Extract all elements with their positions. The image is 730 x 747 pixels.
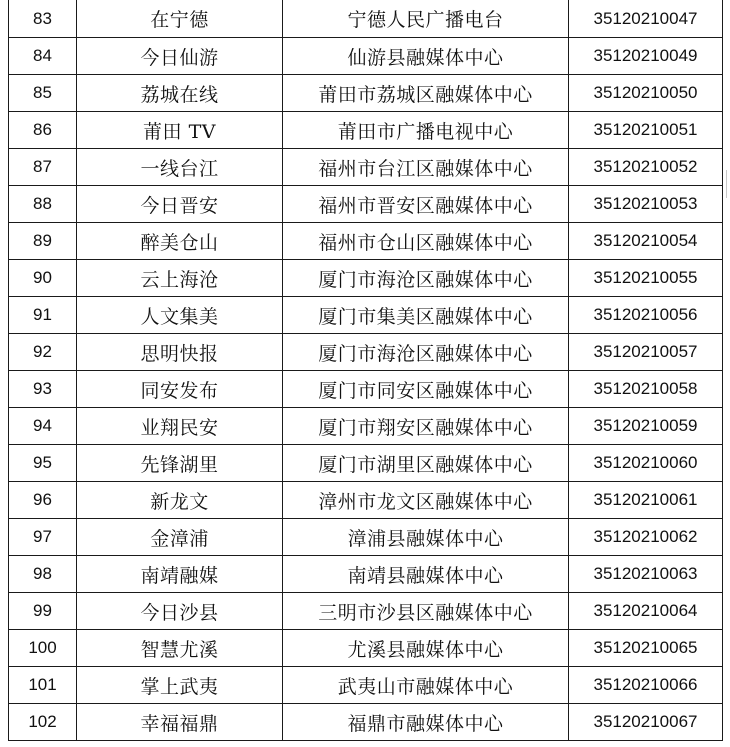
- app-name: 掌上武夷: [77, 667, 283, 704]
- registration-code: 35120210052: [569, 149, 723, 186]
- organization-name: 三明市沙县区融媒体中心: [283, 593, 569, 630]
- app-name: 云上海沧: [77, 260, 283, 297]
- app-name: 智慧尤溪: [77, 630, 283, 667]
- row-number: 87: [9, 149, 77, 186]
- app-name: 同安发布: [77, 371, 283, 408]
- table-row: [9, 112, 723, 149]
- table-row: [9, 519, 723, 556]
- organization-name: 仙游县融媒体中心: [283, 38, 569, 75]
- organization-name: 厦门市翔安区融媒体中心: [283, 408, 569, 445]
- registration-code: 35120210058: [569, 371, 723, 408]
- row-number: 92: [9, 334, 77, 371]
- row-number: 91: [9, 297, 77, 334]
- registration-code: 35120210047: [569, 0, 723, 38]
- registration-code: 35120210060: [569, 445, 723, 482]
- table-row: [9, 556, 723, 593]
- organization-name: 厦门市海沧区融媒体中心: [283, 334, 569, 371]
- organization-name: 厦门市海沧区融媒体中心: [283, 260, 569, 297]
- organization-name: 厦门市集美区融媒体中心: [283, 297, 569, 334]
- app-name: 今日沙县: [77, 593, 283, 630]
- row-number: 93: [9, 371, 77, 408]
- row-number: 100: [9, 630, 77, 667]
- row-number: 101: [9, 667, 77, 704]
- table-row: [9, 149, 723, 186]
- row-number: 85: [9, 75, 77, 112]
- table-row: [9, 482, 723, 519]
- table-row: [9, 704, 723, 741]
- media-registry-table-container: [8, 0, 722, 741]
- organization-name: 宁德人民广播电台: [283, 0, 569, 38]
- table-row: [9, 186, 723, 223]
- app-name: 思明快报: [77, 334, 283, 371]
- table-row: [9, 334, 723, 371]
- table-row: [9, 371, 723, 408]
- organization-name: 武夷山市融媒体中心: [283, 667, 569, 704]
- registration-code: 35120210065: [569, 630, 723, 667]
- registration-code: 35120210057: [569, 334, 723, 371]
- page-edge-mark: [726, 170, 730, 198]
- registration-code: 35120210053: [569, 186, 723, 223]
- organization-name: 福州市仓山区融媒体中心: [283, 223, 569, 260]
- app-name: 幸福福鼎: [77, 704, 283, 741]
- row-number: 98: [9, 556, 77, 593]
- organization-name: 福州市晋安区融媒体中心: [283, 186, 569, 223]
- row-number: 99: [9, 593, 77, 630]
- organization-name: 厦门市同安区融媒体中心: [283, 371, 569, 408]
- table-row: [9, 223, 723, 260]
- row-number: 83: [9, 0, 77, 38]
- app-name: 先锋湖里: [77, 445, 283, 482]
- table-row: [9, 297, 723, 334]
- row-number: 84: [9, 38, 77, 75]
- organization-name: 尤溪县融媒体中心: [283, 630, 569, 667]
- app-name: 新龙文: [77, 482, 283, 519]
- registration-code: 35120210061: [569, 482, 723, 519]
- app-name: 今日晋安: [77, 186, 283, 223]
- registration-code: 35120210067: [569, 704, 723, 741]
- table-row: [9, 75, 723, 112]
- table-row: [9, 408, 723, 445]
- table-row: [9, 0, 723, 38]
- table-row: [9, 630, 723, 667]
- row-number: 96: [9, 482, 77, 519]
- row-number: 89: [9, 223, 77, 260]
- row-number: 94: [9, 408, 77, 445]
- table-row: [9, 667, 723, 704]
- row-number: 90: [9, 260, 77, 297]
- table-row: [9, 38, 723, 75]
- row-number: 86: [9, 112, 77, 149]
- registration-code: 35120210051: [569, 112, 723, 149]
- row-number: 95: [9, 445, 77, 482]
- organization-name: 漳浦县融媒体中心: [283, 519, 569, 556]
- app-name: 莆田 TV: [77, 112, 283, 149]
- row-number: 88: [9, 186, 77, 223]
- registration-code: 35120210056: [569, 297, 723, 334]
- app-name: 在宁德: [77, 0, 283, 38]
- table-row: [9, 593, 723, 630]
- app-name: 人文集美: [77, 297, 283, 334]
- organization-name: 福州市台江区融媒体中心: [283, 149, 569, 186]
- registration-code: 35120210050: [569, 75, 723, 112]
- row-number: 102: [9, 704, 77, 741]
- organization-name: 漳州市龙文区融媒体中心: [283, 482, 569, 519]
- app-name: 业翔民安: [77, 408, 283, 445]
- registration-code: 35120210055: [569, 260, 723, 297]
- organization-name: 莆田市荔城区融媒体中心: [283, 75, 569, 112]
- registration-code: 35120210059: [569, 408, 723, 445]
- table-row: [9, 445, 723, 482]
- registration-code: 35120210064: [569, 593, 723, 630]
- app-name: 一线台江: [77, 149, 283, 186]
- row-number: 97: [9, 519, 77, 556]
- organization-name: 福鼎市融媒体中心: [283, 704, 569, 741]
- media-registry-table: [8, 0, 723, 741]
- registration-code: 35120210066: [569, 667, 723, 704]
- app-name: 醉美仓山: [77, 223, 283, 260]
- organization-name: 南靖县融媒体中心: [283, 556, 569, 593]
- registration-code: 35120210062: [569, 519, 723, 556]
- app-name: 荔城在线: [77, 75, 283, 112]
- organization-name: 莆田市广播电视中心: [283, 112, 569, 149]
- app-name: 南靖融媒: [77, 556, 283, 593]
- app-name: 今日仙游: [77, 38, 283, 75]
- registration-code: 35120210049: [569, 38, 723, 75]
- table-body: [9, 0, 723, 741]
- organization-name: 厦门市湖里区融媒体中心: [283, 445, 569, 482]
- registration-code: 35120210063: [569, 556, 723, 593]
- registration-code: 35120210054: [569, 223, 723, 260]
- table-row: [9, 260, 723, 297]
- app-name: 金漳浦: [77, 519, 283, 556]
